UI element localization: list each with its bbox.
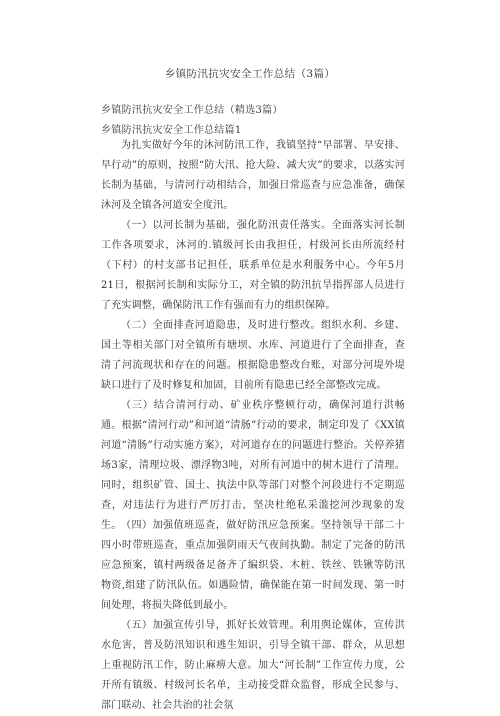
section-heading: 乡镇防汛抗灾安全工作总结篇1 — [101, 125, 242, 136]
paragraph-item-4: （四）加强值班巡查，做好防汛应急预案。坚持领导干部二十四小时带班巡查，重点加强阴雨天气夜间执勤。制定了完备的防汛应急预案，镇村两级备足备齐了编织袋、木桩、铁丝、铁锹等防汛物资,组建了防汛队伍。如遇险情，确保能在第一时间发现、第一时间处理，将损失降低到最小。 — [101, 520, 405, 612]
document-title: 乡镇防汛抗灾安全工作总结（3篇） — [164, 68, 336, 80]
paragraph-item-5: （五）加强宣传引导，抓好长效管理。利用舆论媒体，宣传洪水危害，普及防汛知识和逃生知识，引导全镇干部、群众，从思想上重视防汛工作，防止麻痹大意。加大“河长制”工作宣传力度，公开所有镇级、村级河长名单，主动接受群众监督，形成全民参与、部门联动、社会共治的社会氛 — [101, 620, 405, 712]
paragraph-item-3: （三）结合清河行动、矿业秩序整顿行动，确保河道行洪畅通。根据“清河行动”和河道“清肠”行动的要求，制定印发了《XX镇河道“清肠”行动实施方案》，对河道存在的问题进行整治。关停养猪场3家，清理垃圾、漂浮物3吨，对所有河道中的树木进行了清理。同时，组织矿管、国土、执法中队等部门对整个河段进行不定期巡查，对违法行为进行严厉打击，坚决杜绝私采滥挖河沙现象的发生。 — [101, 400, 405, 532]
paragraph-item-1: （一）以河长制为基础，强化防汛责任落实。全面落实河长制工作各项要求，沐河的.镇级河长由我担任，村级河长由所流经村（下村）的村支部书记担任，联系单位是水利服务中心。今年5月21日，根据河长制和实际分工，对全镇的防汛抗旱指挥部人员进行了充实调整，确保防汛工作有强而有力的组织保障。 — [101, 220, 405, 312]
paragraph-item-2: （二）全面排查河道隐患，及时进行整改。组织水利、乡建、国土等相关部门对全镇所有塘坝、水库、河道进行了全面排查，查清了河流现状和存在的问题。根据隐患整改台账，对部分河堤外堤缺口进行了及时修复和加固，目前所有隐患已经全部整改完成。 — [101, 320, 405, 392]
paragraph-intro: 为扎实做好今年的沐河防汛工作，我镇坚持“早部署、早安排、早行动”的原则，按照“防大汛、抢大险、减大灾”的要求，以落实河长制为基础，与清河行动相结合，加强日常巡查与应急准备，确保沐河及全镇各河道安全度汛。 — [101, 140, 405, 212]
document-subtitle: 乡镇防汛抗灾安全工作总结（精选3篇） — [101, 105, 283, 116]
